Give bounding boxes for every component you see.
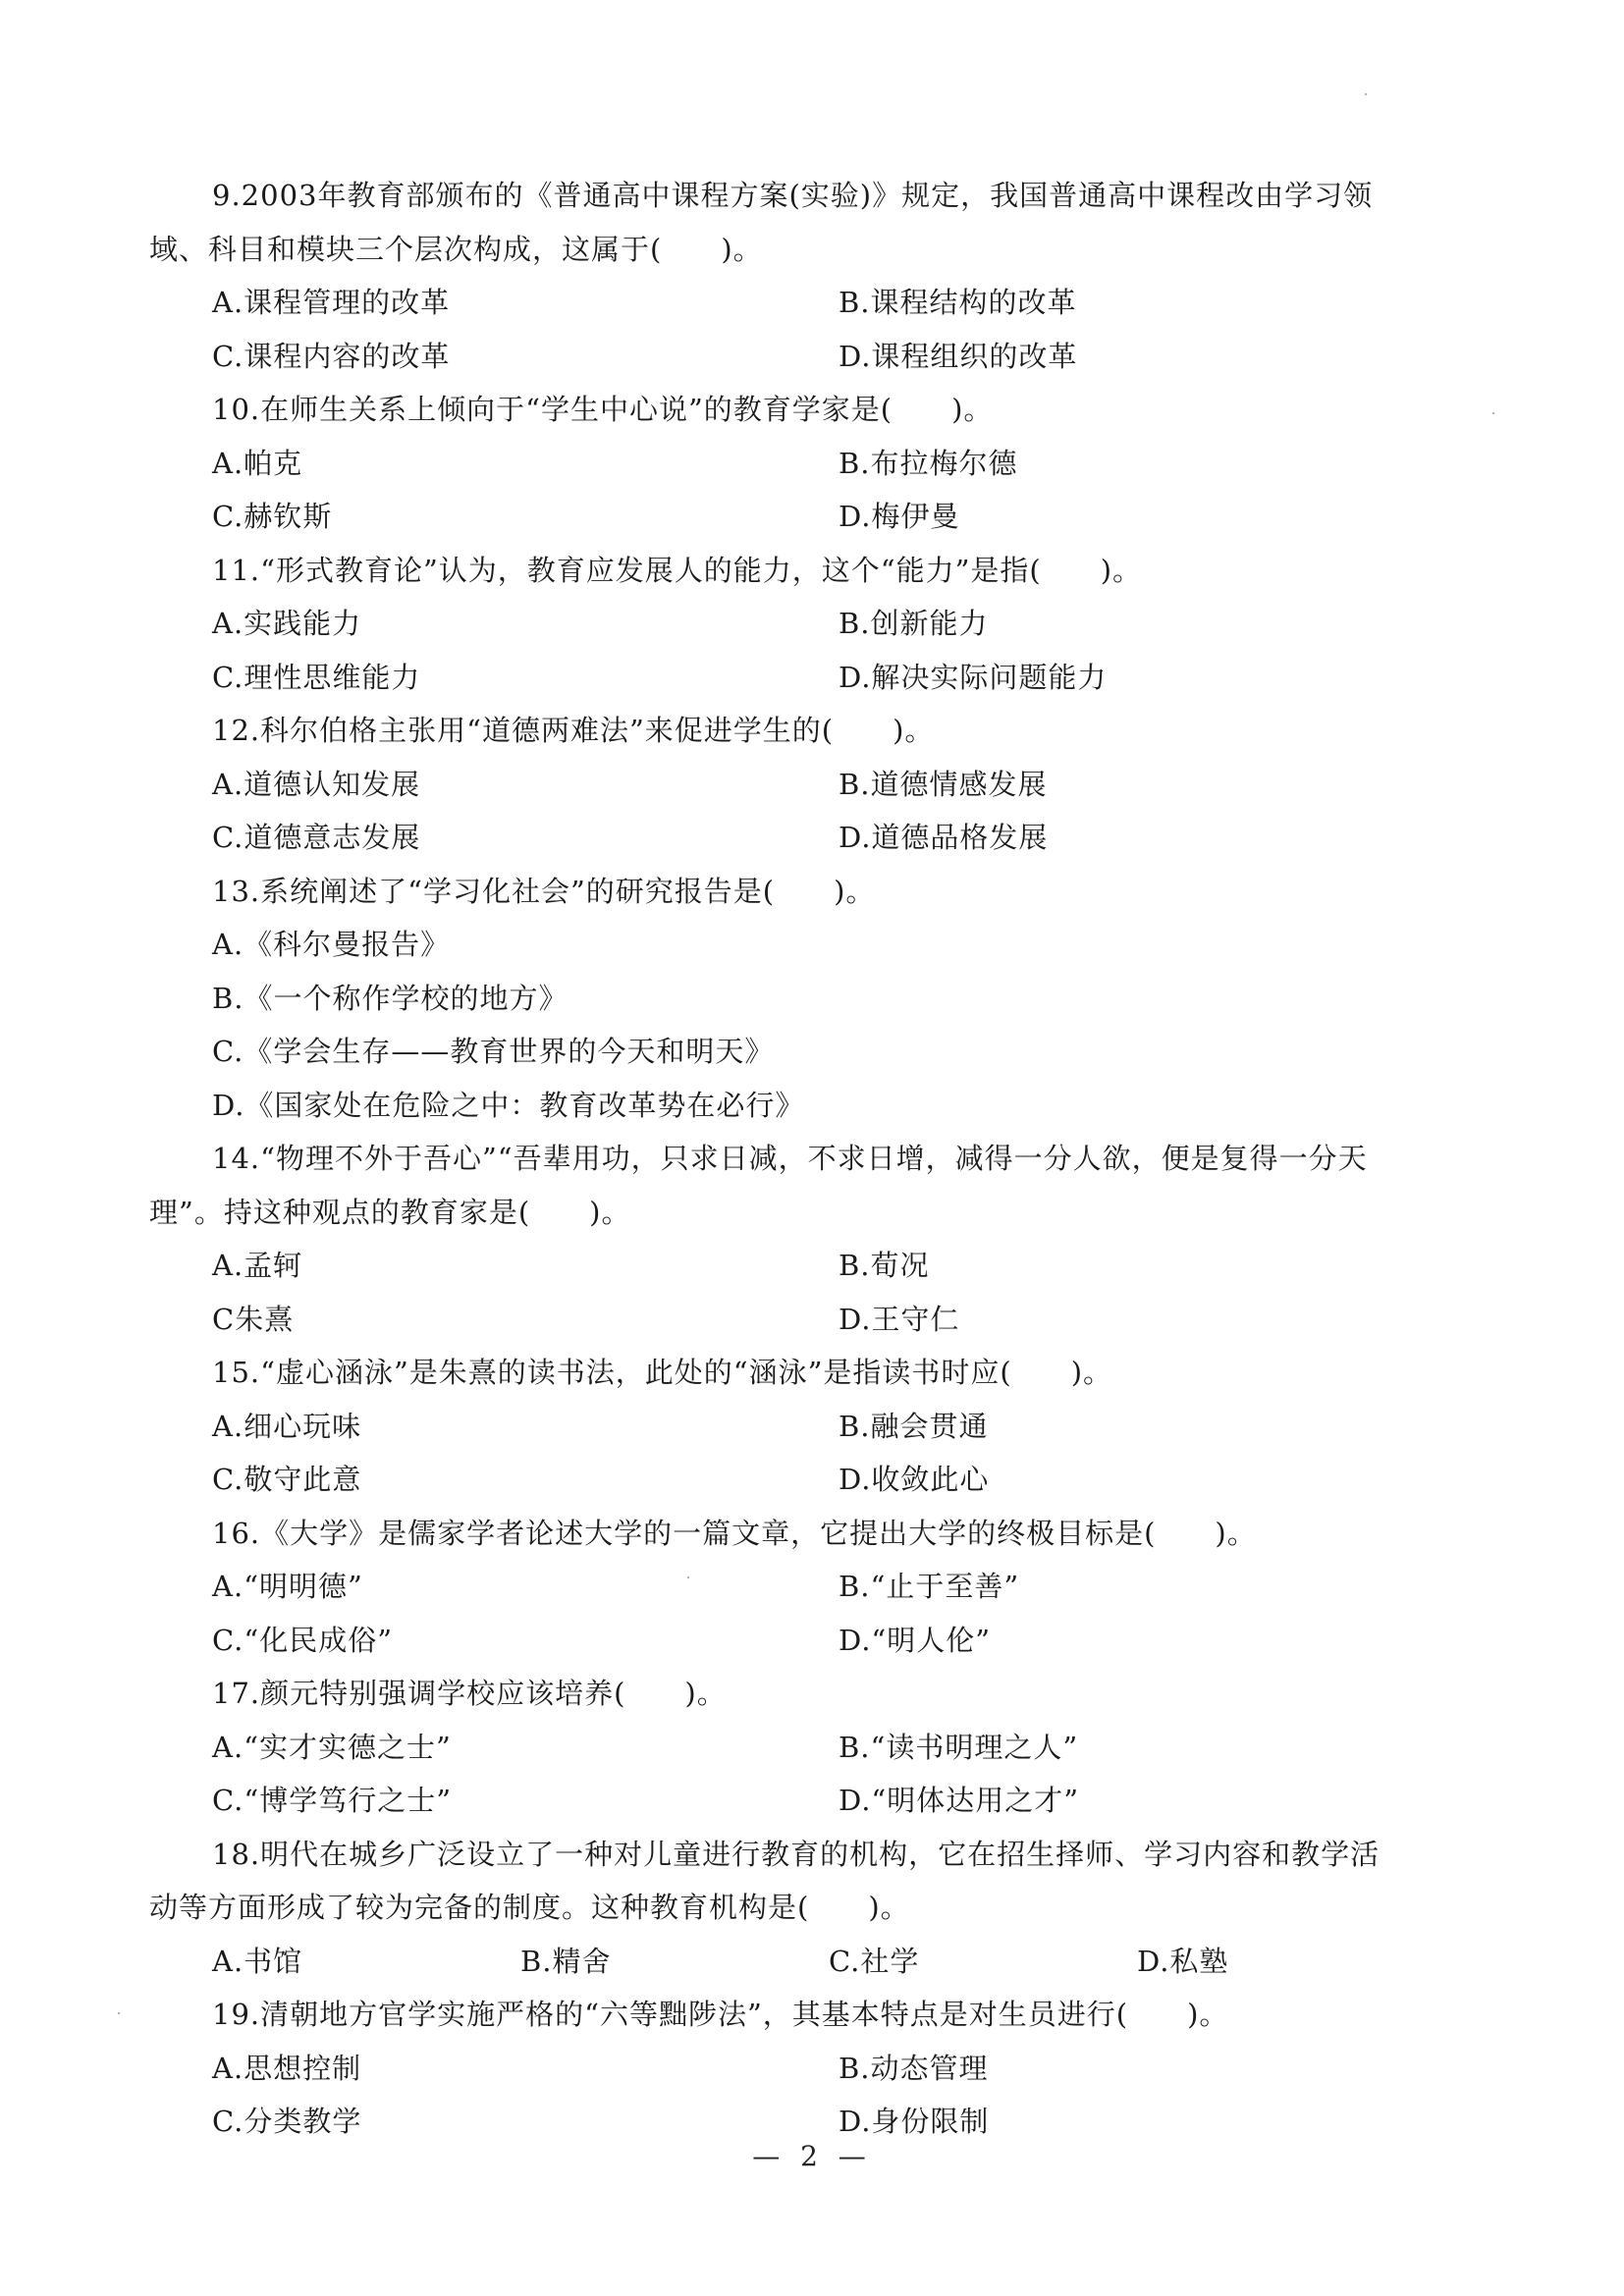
question-stem: 19.清朝地方官学实施严格的“六等黜陟法”，其基本特点是对生员进行( )。 <box>212 1998 1229 2031</box>
question-stem: 18.明代在城乡广泛设立了一种对儿童进行教育的机构，它在招生择师、学习内容和教学活 <box>212 1837 1380 1871</box>
answer-option: B.精舍 <box>520 1944 612 1978</box>
answer-option: D.道德品格发展 <box>839 821 1049 854</box>
answer-option: B.“读书明理之人” <box>839 1730 1079 1764</box>
answer-option: A.思想控制 <box>212 2051 362 2085</box>
answer-option: A.道德认知发展 <box>212 767 421 801</box>
question-item <box>149 704 1465 865</box>
answer-option: C.“化民成俗” <box>212 1623 394 1657</box>
answer-option: D.解决实际问题能力 <box>839 660 1108 694</box>
question-item <box>149 1988 1465 2149</box>
answer-option: C.社学 <box>829 1944 920 1978</box>
options-row <box>149 1025 1465 1079</box>
question-item <box>149 544 1465 705</box>
options-row <box>149 2042 1465 2096</box>
answer-option: A.课程管理的改革 <box>212 286 451 319</box>
answer-option: C.“博学笃行之士” <box>212 1784 453 1817</box>
question-stem-continuation: 动等方面形成了较为完备的制度。这种教育机构是( )。 <box>149 1891 910 1924</box>
options-row <box>149 437 1465 491</box>
options-row <box>149 651 1465 705</box>
question-item <box>149 1507 1465 1668</box>
options-row <box>149 1453 1465 1507</box>
question-stem: 15.“虚心涵泳”是朱熹的读书法，此处的“涵泳”是指读书时应( )。 <box>212 1356 1113 1389</box>
question-stem-continuation: 理”。持这种观点的教育家是( )。 <box>149 1195 631 1229</box>
question-stem-continuation: 域、科目和模块三个层次构成，这属于( )。 <box>149 232 763 266</box>
answer-option: A.孟轲 <box>212 1249 303 1282</box>
answer-option: D.梅伊曼 <box>839 500 960 533</box>
answer-option: A.“明明德” <box>212 1570 363 1603</box>
answer-option: B.课程结构的改革 <box>839 286 1077 319</box>
answer-option: B.荀况 <box>839 1249 930 1282</box>
options-row <box>149 1293 1465 1347</box>
answer-option: D.课程组织的改革 <box>839 339 1078 373</box>
question-stem: 13.系统阐述了“学习化社会”的研究报告是( )。 <box>212 874 876 908</box>
options-row <box>149 1400 1465 1454</box>
options-row <box>149 1721 1465 1775</box>
options-row <box>149 1079 1465 1133</box>
question-item <box>149 169 1465 383</box>
question-item <box>149 1667 1465 1828</box>
question-item <box>149 383 1465 544</box>
answer-option: C.敬守此意 <box>212 1463 362 1496</box>
answer-option: D.王守仁 <box>839 1302 960 1336</box>
answer-option: B.《一个称作学校的地方》 <box>212 981 568 1015</box>
question-item <box>149 1828 1465 1989</box>
answer-option: A.细心玩味 <box>212 1409 362 1443</box>
answer-option: B.创新能力 <box>839 607 989 640</box>
options-row <box>149 276 1465 330</box>
page-number: — 2 — <box>752 2140 872 2172</box>
question-stem: 9.2003年教育部颁布的《普通高中课程方案(实验)》规定，我国普通高中课程改由学习领 <box>212 179 1374 212</box>
question-item <box>149 1346 1465 1507</box>
options-row <box>149 758 1465 812</box>
answer-option: A.帕克 <box>212 446 303 480</box>
options-row <box>149 1560 1465 1614</box>
answer-option: B.融会贯通 <box>839 1409 989 1443</box>
answer-option: C.道德意志发展 <box>212 821 421 854</box>
answer-option: D.身份限制 <box>839 2105 990 2138</box>
answer-option: D.“明体达用之才” <box>839 1784 1080 1817</box>
answer-option: C朱熹 <box>212 1302 295 1336</box>
scan-speck <box>118 2012 120 2014</box>
question-stem: 11.“形式教育论”认为，教育应发展人的能力，这个“能力”是指( )。 <box>212 553 1143 587</box>
scan-speck <box>1492 412 1494 414</box>
answer-option: D.《国家处在危险之中：教育改革势在必行》 <box>212 1088 805 1122</box>
answer-option: D.私塾 <box>1137 1944 1229 1978</box>
answer-option: B.“止于至善” <box>839 1570 1020 1603</box>
answer-option: C.理性思维能力 <box>212 660 421 694</box>
options-row <box>149 972 1465 1026</box>
options-row <box>149 1774 1465 1828</box>
answer-option: C.分类教学 <box>212 2105 362 2138</box>
options-row <box>149 490 1465 544</box>
question-stem: 14.“物理不外于吾心”“吾辈用功，只求日减，不求日增，减得一分人欲，便是复得一分天 <box>212 1142 1368 1175</box>
answer-option: A.《科尔曼报告》 <box>212 928 451 961</box>
question-list <box>149 169 1465 2149</box>
scan-speck <box>1365 93 1367 95</box>
question-stem: 17.颜元特别强调学校应该培养( )。 <box>212 1677 727 1710</box>
answer-option: B.道德情感发展 <box>839 767 1048 801</box>
question-stem: 12.科尔伯格主张用“道德两难法”来促进学生的( )。 <box>212 714 935 747</box>
answer-option: D.“明人伦” <box>839 1623 992 1657</box>
answer-option: C.《学会生存——教育世界的今天和明天》 <box>212 1035 775 1068</box>
answer-option: C.赫钦斯 <box>212 500 333 533</box>
options-row <box>149 811 1465 865</box>
answer-option: A.书馆 <box>212 1944 303 1978</box>
options-row <box>149 918 1465 972</box>
question-item <box>149 865 1465 1133</box>
answer-option: B.动态管理 <box>839 2051 989 2085</box>
options-row <box>149 597 1465 651</box>
question-stem: 10.在师生关系上倾向于“学生中心说”的教育学家是( )。 <box>212 393 994 426</box>
answer-option: A.“实才实德之士” <box>212 1730 452 1764</box>
answer-option: C.课程内容的改革 <box>212 339 451 373</box>
question-stem: 16.《大学》是儒家学者论述大学的一篇文章，它提出大学的终极目标是( )。 <box>212 1516 1257 1550</box>
options-row <box>149 1614 1465 1668</box>
answer-option: B.布拉梅尔德 <box>839 446 1018 480</box>
scan-speck <box>687 1576 689 1578</box>
options-row <box>149 1239 1465 1293</box>
answer-option: D.收敛此心 <box>839 1463 990 1496</box>
options-row <box>149 330 1465 384</box>
options-row <box>149 1935 1465 1989</box>
question-item <box>149 1132 1465 1346</box>
answer-option: A.实践能力 <box>212 607 362 640</box>
